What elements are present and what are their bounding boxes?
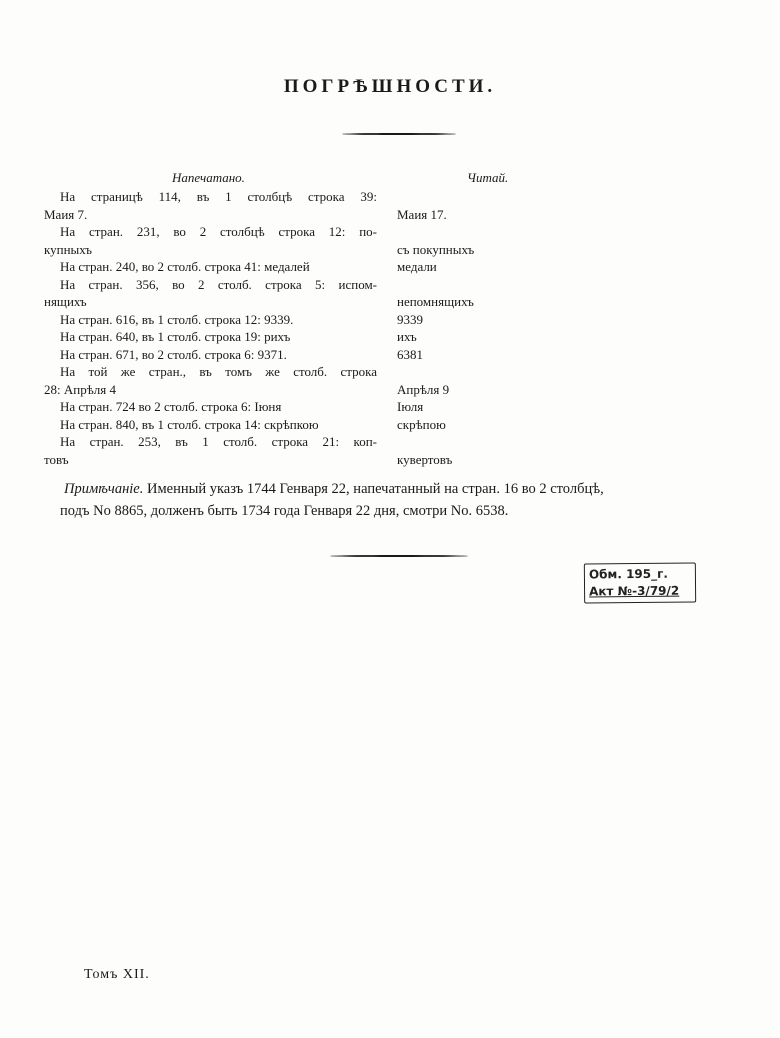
page-title: ПОГРѢШНОСТИ.	[283, 76, 497, 97]
errata-row	[44, 328, 524, 346]
stamp-line2: Акт №-3/79/2	[589, 583, 680, 599]
errata-row	[44, 311, 524, 329]
archive-stamp	[584, 563, 696, 604]
errata-row	[44, 433, 524, 468]
errata-printed-line1: На стран. 231, во 2 столбцѣ строка 12: по-	[60, 224, 377, 239]
errata-row	[44, 416, 524, 434]
errata-printed	[44, 363, 377, 398]
errata-printed-line1: На стран. 356, во 2 столб. строка 5: испом-	[60, 276, 377, 292]
errata-read: медали	[397, 259, 437, 274]
errata-printed	[44, 188, 377, 223]
errata-printed	[44, 328, 377, 346]
errata-printed-line2: Маия 7.	[44, 206, 88, 222]
note-text-line1: Именный указъ 1744 Генваря 22, напечатанный на стран. 16 во 2 столбцѣ,	[146, 481, 604, 497]
errata-read: съ покупныхъ	[397, 241, 475, 257]
errata-row	[44, 188, 524, 223]
errata-row	[44, 346, 524, 364]
errata-printed	[44, 346, 377, 364]
errata-printed-line1: На стран. 724 во 2 столб. строка 6: Іюня	[60, 399, 282, 414]
errata-printed-line1: На страницѣ 114, въ 1 столбцѣ строка 39:	[60, 189, 377, 204]
note-text-line2: подъ No 8865, долженъ быть 1734 года Генваря 22 дня, смотри No. 6538.	[60, 503, 509, 519]
errata-printed-line2: 28: Апрѣля 4	[44, 381, 116, 397]
errata-printed-line2: товъ	[44, 451, 69, 467]
errata-printed	[44, 398, 377, 416]
stamp-line1: Обм. 195_г.	[588, 566, 668, 582]
errata-read: Маия 17.	[397, 206, 447, 222]
errata-read: скрѣпою	[397, 416, 446, 432]
note-label: Примѣчаніе.	[64, 481, 144, 497]
errata-read: Апрѣля 9	[397, 381, 450, 397]
errata-printed-line2: нящихъ	[44, 294, 87, 309]
volume-footer: Томъ XII.	[84, 967, 150, 982]
errata-printed-line1: На стран. 240, во 2 столб. строка 41: медалей	[60, 259, 310, 274]
errata-printed	[44, 258, 377, 276]
errata-printed-line2: купныхъ	[44, 241, 93, 257]
errata-row	[44, 223, 524, 258]
title-divider	[342, 133, 456, 135]
errata-printed-line1: На стран. 671, во 2 столб. строка 6: 9371.	[60, 346, 287, 362]
errata-read: непомнящихъ	[397, 294, 474, 309]
errata-row	[44, 258, 524, 276]
bottom-divider	[330, 555, 468, 557]
note	[60, 478, 724, 522]
errata-row	[44, 398, 524, 416]
errata-printed-line1: На стран. 253, въ 1 столб. строка 21: коп-	[60, 434, 377, 449]
errata-printed-line1: На стран. 840, въ 1 столб. строка 14: скрѣпкою	[60, 416, 319, 432]
errata-row	[44, 276, 524, 311]
errata-printed-line1: На стран. 616, въ 1 столб. строка 12: 9339.	[60, 311, 294, 327]
errata-row	[44, 363, 524, 398]
errata-list	[44, 188, 524, 468]
errata-printed	[44, 276, 377, 311]
column-header-printed: Напечатано.	[172, 170, 245, 185]
errata-read: Іюля	[397, 399, 424, 414]
errata-read: 6381	[397, 346, 423, 362]
errata-read: кувертовъ	[397, 451, 453, 467]
errata-printed	[44, 311, 377, 329]
errata-printed	[44, 433, 377, 468]
errata-printed	[44, 223, 377, 258]
errata-read: ихъ	[397, 329, 417, 344]
errata-printed	[44, 416, 377, 434]
errata-printed-line1: На стран. 640, въ 1 столб. строка 19: рихъ	[60, 329, 291, 344]
errata-printed-line1: На той же стран., въ томъ же столб. строка	[60, 364, 377, 379]
column-header-read: Читай.	[467, 170, 509, 185]
errata-read: 9339	[397, 311, 423, 327]
